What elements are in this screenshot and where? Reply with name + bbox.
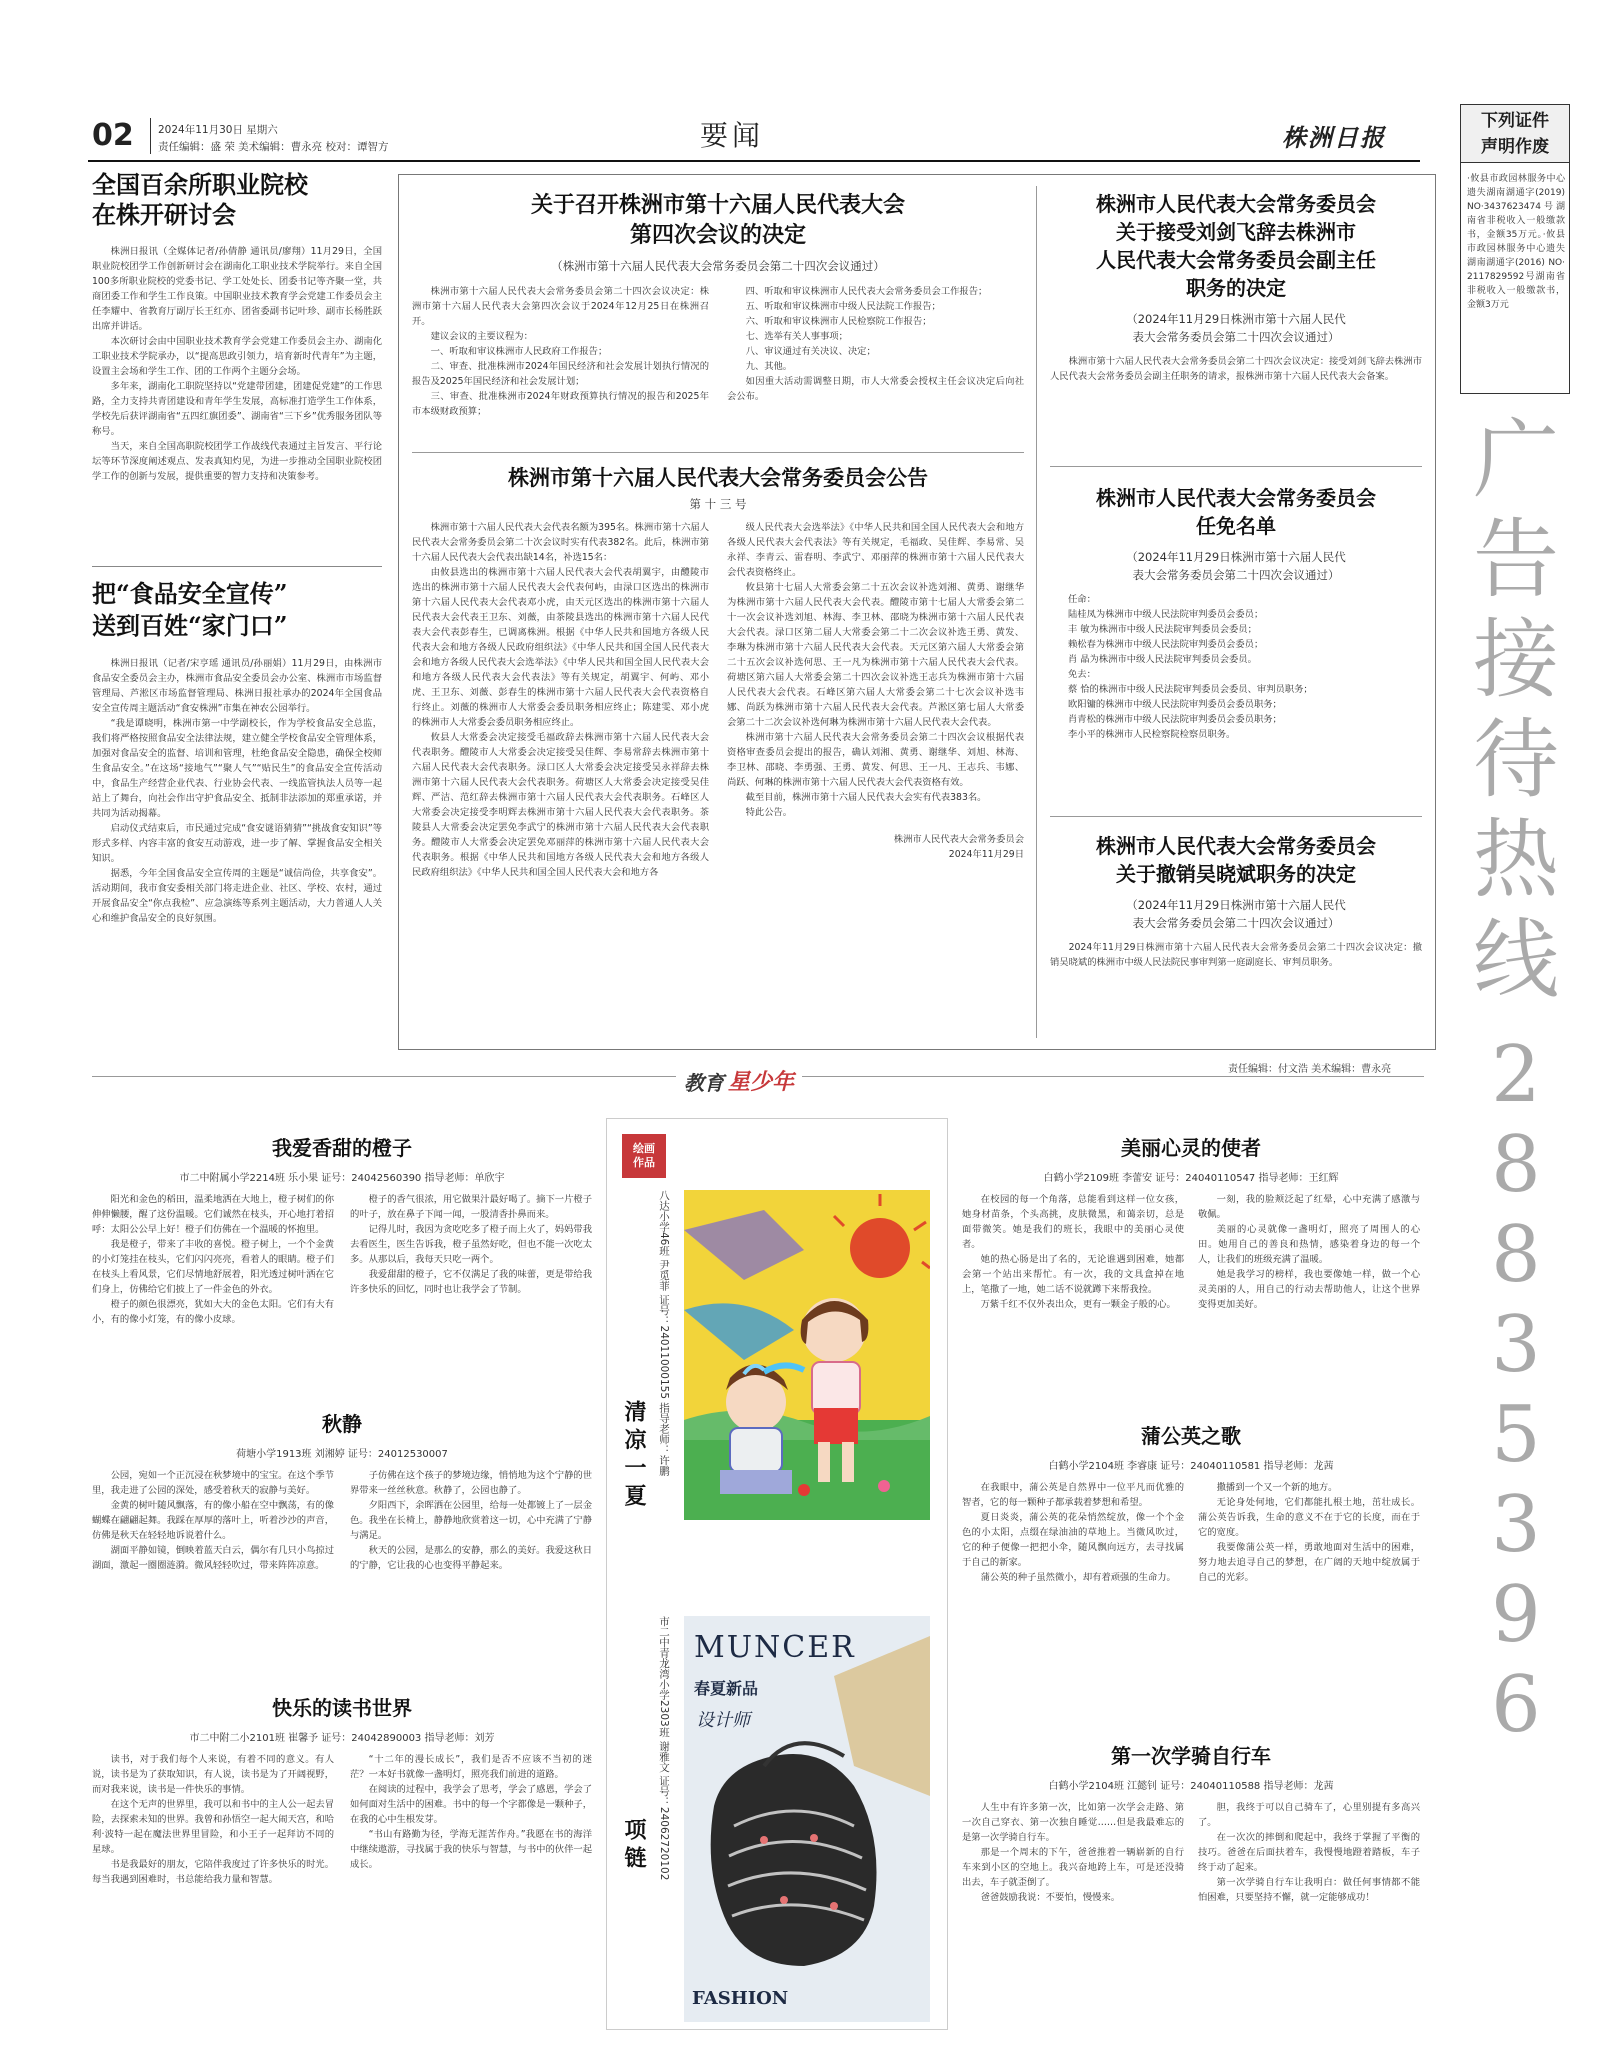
paragraph: 株洲市第十六届人民代表大会常务委员会第二十四次会议决定：株洲市第十六届人民代表大会第四次会议于2024年12月25日在株洲召开。 — [412, 286, 709, 327]
essay-dandelion — [962, 1420, 1420, 1585]
paragraph: 蒲公英的种子虽然微小，却有着顽强的生命力。 — [980, 1572, 1176, 1583]
list-item: 蔡 恰的株洲市中级人民法院审判委员会委员、审判员职务； — [1068, 684, 1313, 695]
paragraph: 撒播到一个又一个新的地方。 — [1216, 1482, 1338, 1493]
paragraph: 夕阳西下，余晖洒在公园里，给每一处都镀上了一层金色。我坐在长椅上，静静地欣赏着这一切，心中充满了宁静与满足。 — [350, 1500, 592, 1541]
paragraph: 株洲市第十六届人民代表大会代表名额为395名。株洲市第十六届人民代表大会常务委员会第二十次会议时实有代表382名。此后，株洲市第十六届人民代表大会代表出缺14名，补选15名： — [412, 522, 709, 563]
list-item: 任命： — [1068, 594, 1096, 605]
article-title-line: 株洲市人民代表大会常务委员会 — [1096, 834, 1376, 858]
list-item: 肖青松的株洲市中级人民法院审判委员会委员职务； — [1068, 714, 1282, 725]
list-item: 李小平的株洲市人民检察院检察员职务。 — [1068, 729, 1236, 740]
paragraph: 无论身处何地，它们都能扎根土地，茁壮成长。蒲公英告诉我，生命的意义不在于它的长度，而在于它的宽度。 — [1198, 1497, 1420, 1538]
paragraph: 书是我最好的朋友，它陪伴我度过了许多快乐的时光。每当我遇到困难时，书总能给我力量和智慧。 — [92, 1859, 334, 1885]
paragraph: 株洲日报讯（全媒体记者/孙倩静 通讯员/廖翔）11月29日，全国职业院校团学工作创新研讨会在湖南化工职业技术学院举行。来自全国100多所职业院校的党委书记、学工处处长、团委书记等齐聚一堂，共商团委工作和学生工作良策。中国职业技术教育学会党建工作委员会主任李耀中、省教育厅副厅长王红亦、团省委副书记叶珍、副市长杨胜跃出席并讲话。 — [92, 246, 382, 332]
painting2-byline: 市二中青龙湾小学2303班 谢雅文 证号：24062720102 — [658, 1616, 670, 1881]
header-rule — [88, 160, 1420, 162]
paragraph: 橙子的颜色很漂亮，犹如大大的金色太阳。它们有大有小，有的像小灯笼，有的像小皮球。 — [92, 1299, 334, 1325]
article-title-line: 送到百姓“家门口” — [92, 611, 288, 640]
ad-char: 接 — [1473, 610, 1559, 710]
article-subtitle: （2024年11月29日株洲市第十六届人民代 — [1126, 550, 1346, 564]
paragraph: 人生中有许多第一次，比如第一次学会走路、第一次自己穿衣、第一次独自睡觉……但是我最难忘的是第一次学骑自行车。 — [962, 1802, 1184, 1843]
paragraph: 据悉，今年全国食品安全宣传周的主题是“诚信尚俭，共享食安”。活动期间，我市食安委相关部门将走进企业、社区、学校、农村，通过开展食品安全“你点我检”、应急演练等系列主题活动，大力普通人人关心和维护食品安全的良好氛围。 — [92, 868, 382, 924]
paragraph: 三、审查、批准株洲市2024年财政预算执行情况的报告和2025年市本级财政预算； — [412, 391, 709, 417]
painting-necklace — [684, 1616, 930, 2022]
paragraph: 在阅读的过程中，我学会了思考，学会了感恩，学会了如何面对生活中的困难。书中的每一个字都像是一颗种子，在我的心中生根发芽。 — [350, 1784, 592, 1825]
article-subtitle: 表大会常务委员会第二十四次会议通过） — [1132, 916, 1340, 930]
essay-byline: 市二中附二小2101班 崔馨予 证号：24042890003 指导老师：刘芳 — [189, 1733, 495, 1744]
paragraph: 建议会议的主要议程为： — [430, 331, 533, 342]
ad-digit: 3 — [1491, 1300, 1541, 1390]
paragraph: 我是橙子，带来了丰收的喜悦。橙子树上，一个个金黄的小灯笼挂在枝头，它们闪闪亮亮，看着人的眼睛。橙子们在枝头上看风景，它们尽情地舒展着，阳光透过树叶洒在它们身上，仿佛给它们披上了一件金色的外衣。 — [92, 1239, 334, 1295]
notice-title-line2: 声明作废 — [1481, 137, 1549, 157]
announcement-13 — [412, 464, 1024, 880]
essay-messenger — [962, 1132, 1420, 1312]
paragraph: 秋天的公园，是那么的安静，那么的美好。我爱这秋日的宁静，它让我的心也变得平静起来。 — [350, 1545, 592, 1571]
painting-summer-image — [684, 1190, 930, 1520]
paragraph: 2024年11月29日株洲市第十六届人民代表大会常务委员会第二十四次会议决定：撤销吴晓斌的株洲市中级人民法院民事审判第一庭副庭长、审判员职务。 — [1050, 942, 1422, 968]
essay-oranges — [92, 1132, 592, 1327]
article-title-line: 把“食品安全宣传” — [92, 579, 288, 608]
paragraph: “我是谭晓明，株洲市第一中学副校长，作为学校食品安全总监，我们将严格按照食品安全法律法规，建立健全学校食品安全管理体系，加强对食品安全的监督、培训和管理，杜绝食品安全隐患，确保全校师生食品安全。”在这场“接地气”“聚人气”“贴民生”的食品安全宣传活动中，食品生产经营企业代表、行业协会代表、一线监管执法人员等一起站上了舞台，向社会作出守护食品安全、抵制非法添加的郑重承诺，并共同为活动揭幕。 — [92, 718, 382, 819]
article-subtitle: 表大会常务委员会第二十四次会议通过） — [1132, 568, 1340, 582]
paragraph: 那是一个周末的下午，爸爸推着一辆崭新的自行车来到小区的空地上。我兴奋地跨上车，可是还没骑出去，车子就歪倒了。 — [962, 1847, 1184, 1888]
paragraph: 本次研讨会由中国职业技术教育学会党建工作委员会主办、湖南化工职业技术学院承办，以“提高思政引领力，培育新时代青年”为主题，设置主会场和学生工作、团的工作两个主题分会场。 — [92, 336, 382, 377]
essay-byline: 白鹤小学2109班 李蕾安 证号：24040110547 指导老师：王红辉 — [1043, 1173, 1339, 1184]
article-subtitle: （2024年11月29日株洲市第十六届人民代 — [1126, 312, 1346, 326]
ad-digit: 2 — [1491, 1030, 1541, 1120]
paragraph: 八、审议通过有关决议、决定； — [745, 346, 876, 357]
paragraph: 橙子的香气很浓，用它做果汁最好喝了。摘下一片橙子的叶子，放在鼻子下闻一闻，一股清香扑鼻而来。 — [350, 1194, 592, 1220]
ad-digit: 8 — [1491, 1210, 1541, 1300]
edu-logo — [676, 1052, 802, 1096]
essay-title: 蒲公英之歌 — [1141, 1424, 1241, 1448]
painting-summer — [684, 1190, 930, 1520]
article-title-line: 全国百余所职业院校 — [92, 170, 308, 199]
painting-text: 春夏新品 — [694, 1679, 759, 1698]
signature-date: 2024年11月29日 — [948, 849, 1024, 860]
list-item: 免去： — [1068, 669, 1096, 680]
article-subtitle: （2024年11月29日株洲市第十六届人民代 — [1126, 898, 1346, 912]
paragraph: 六、听取和审议株洲市人民检察院工作报告； — [745, 316, 932, 327]
essay-byline: 白鹤小学2104班 李睿康 证号：24040110581 指导老师：龙茜 — [1048, 1461, 1334, 1472]
paragraph: 万紫千红不仅外表出众，更有一颗金子般的心。 — [980, 1299, 1176, 1310]
essay-title: 第一次学骑自行车 — [1111, 1744, 1271, 1768]
paragraph: 四、听取和审议株洲市人民代表大会常务委员会工作报告； — [745, 286, 988, 297]
paragraph: 级人民代表大会选举法》《中华人民共和国全国人民代表大会和地方各级人民代表大会代表法》等有关规定，毛福政、吴佳辉、李易常、吴永祥、李青云、雷春明、李武宁、邓丽萍的株洲市第十六届人民代表大会代表资格终止。 — [727, 522, 1024, 578]
list-item: 赖松春为株洲市中级人民法院审判委员会委员； — [1068, 639, 1264, 650]
announcement-number: 第 十 三 号 — [689, 497, 747, 511]
paragraph: 在我眼中，蒲公英是自然界中一位平凡而优雅的智者，它的每一颗种子都承载着梦想和希望。 — [962, 1482, 1184, 1508]
ad-digit: 5 — [1491, 1390, 1541, 1480]
paragraph: 一、听取和审议株洲市人民政府工作报告； — [430, 346, 608, 357]
issue-date: 2024年11月30日 星期六 — [158, 124, 278, 136]
paragraph: “书山有路勤为径，学海无涯苦作舟。”我愿在书的海洋中继续遨游，寻找属于我的快乐与智慧，与书中的伙伴一起成长。 — [350, 1829, 592, 1870]
decision-revocation — [1050, 832, 1422, 970]
paragraph: 九、其他。 — [745, 361, 793, 372]
painting-text: FASHION — [692, 1988, 789, 2009]
article-vocational — [92, 170, 382, 484]
ad-digit: 9 — [1491, 1570, 1541, 1660]
article-subtitle: （株洲市第十六届人民代表大会常务委员会第二十四次会议通过） — [551, 259, 885, 273]
paragraph: 在这个无声的世界里，我可以和书中的主人公一起去冒险，去探索未知的世界。我曾和孙悟空一起大闹天宫，和哈利·波特一起在魔法世界里冒险，和小王子一起拜访不同的星球。 — [92, 1799, 334, 1855]
paragraph: 截至目前，株洲市第十六届人民代表大会实有代表383名。 — [745, 792, 987, 803]
essay-title: 我爱香甜的橙子 — [272, 1136, 412, 1160]
ad-char: 热 — [1473, 810, 1559, 910]
essay-reading — [92, 1692, 592, 1887]
painting1-byline: 八达小学46班 尹觅菲 证号：24011000155 指导老师：许鹏 — [658, 1190, 670, 1476]
article-title-line: 关于召开株洲市第十六届人民代表大会 — [530, 192, 905, 218]
article-subtitle: 表大会常务委员会第二十四次会议通过） — [1132, 330, 1340, 344]
paragraph: 七、选举有关人事事项； — [745, 331, 848, 342]
article-title-line: 株洲市人民代表大会常务委员会 — [1096, 486, 1376, 510]
edu-logo-text: 教育 — [684, 1071, 724, 1095]
paragraph: 株洲日报讯（记者/宋亨瑶 通讯员/孙丽娟）11月29日，由株洲市食品安全委员会主办，株洲市食品安全委员会办公室、株洲市市场监督管理局、芦淞区市场监督管理局、株洲日报社承办的2024年全国食品安全宣传周主题活动“食安株洲”市集在神农公园举行。 — [92, 658, 382, 714]
signature-org: 株洲市人民代表大会常务委员会 — [893, 834, 1024, 845]
section-title: 要闻 — [700, 119, 765, 152]
essay-byline: 白鹤小学2104班 江懿钊 证号：24040110588 指导老师：龙茜 — [1048, 1781, 1334, 1792]
paragraph: 启动仪式结束后，市民通过完成“食安谜语猜猜”“挑战食安知识”等形式多样、内容丰富的食安互动游戏，进一步了解、掌握食品安全相关知识。 — [92, 823, 382, 864]
notice-title-line1: 下列证件 — [1481, 111, 1549, 131]
paragraph: 株洲市第十六届人民代表大会常务委员会第二十四次会议根据代表资格审查委员会提出的报告，确认刘湘、黄勇、谢继华、刘旭、林海、李卫林、邵晓、李勇强、王勇、黄发、何思、王一凡、王志兵、韦娜、尚跃、何琳的株洲市第十六届人民代表大会代表资格有效。 — [727, 732, 1024, 788]
editor-credits: 责任编辑：盛 荣 美术编辑：曹永亮 校对：谭智方 — [158, 141, 389, 153]
painting2-title: 项链 — [621, 1818, 647, 1874]
paragraph: 第一次学骑自行车让我明白：做任何事情都不能怕困难，只要坚持不懈，就一定能够成功！ — [1198, 1877, 1420, 1903]
paragraph: 阳光和金色的稻田，温柔地洒在大地上，橙子树们的你伸伸懒腰，醒了这份温暖。它们诚然在枝头，开心地打着招呼：太阳公公早上好！橙子们仿佛在一个温暖的怀抱里。 — [92, 1194, 334, 1235]
paragraph: 五、听取和审议株洲市中级人民法院工作报告； — [745, 301, 941, 312]
ad-digit: 8 — [1491, 1120, 1541, 1210]
appointment-list — [1050, 484, 1422, 742]
list-item: 陆桂凤为株洲市中级人民法院审判委员会委员； — [1068, 609, 1264, 620]
paragraph: 攸县人大常委会决定接受毛福政辞去株洲市第十六届人民代表大会代表职务。醴陵市人大常委会决定接受吴佳辉、李易常辞去株洲市第十六届人民代表大会代表职务。渌口区人大常委会决定接受吴永祥辞去株洲市第十六届人民代表大会代表职务。荷塘区人大常委会决定接受吴佳辉、严洁、范红辞去株洲市第十六届人民代表大会代表职务。石峰区人大常委会决定接受李明辉去株洲市第十六届人民代表大会代表职务。茶陵县人大常委会决定罢免李武宁的株洲市第十六届人民代表大会代表职务。醴陵市人大常委会决定罢免邓丽萍的株洲市第十六届人民代表大会代表职务。根据《中华人民共和国地方各级人民代表大会和地方各级人民政府组织法》《中华人民共和国全国人民代表大会和地方各 — [412, 732, 709, 878]
paragraph: 记得儿时，我因为贪吃吃多了橙子而上火了，妈妈带我去看医生，医生告诉我，橙子虽然好吃，但也不能一次吃太多。从那以后，我每天只吃一两个。 — [350, 1224, 592, 1265]
paragraph: 夏日炎炎，蒲公英的花朵悄然绽放，像一个个金色的小太阳，点缀在绿油油的草地上。当微风吹过，它的种子便像一把把小伞，随风飘向远方，去寻找属于自己的新家。 — [962, 1512, 1184, 1568]
ad-digit: 6 — [1491, 1660, 1541, 1750]
essay-bicycle — [962, 1740, 1420, 1905]
page-number: 02 — [92, 118, 134, 153]
paragraph: 特此公告。 — [745, 807, 793, 818]
article-title-line: 任免名单 — [1196, 514, 1276, 538]
masthead-logo: 株洲日报 — [1282, 123, 1386, 152]
paragraph: 如因重大活动需调整日期，市人大常委会授权主任会议决定后向社会公布。 — [727, 376, 1024, 402]
list-item: 欧阳镛的株洲市中级人民法院审判委员会委员职务； — [1068, 699, 1282, 710]
paragraph: 湖面平静如镜，倒映着蓝天白云，偶尔有几只小鸟掠过湖面，激起一圈圈涟漪。微风轻轻吹过，带来阵阵凉意。 — [92, 1545, 334, 1571]
paragraph: 金黄的树叶随风飘落，有的像小船在空中飘荡，有的像蝴蝶在翩翩起舞。我踩在厚厚的落叶上，听着沙沙的声音，仿佛是秋天在轻轻地诉说着什么。 — [92, 1500, 334, 1541]
list-item: 肖 晶为株洲市中级人民法院审判委员会委员。 — [1068, 654, 1257, 665]
painting1-title: 清凉一夏 — [621, 1400, 647, 1512]
art-tag — [622, 1134, 666, 1178]
paragraph: 多年来，湖南化工职院坚持以“党建带团建，团建促党建”的工作思路，全力支持共青团建设和青年学生发展，高标准打造学生工作体系，学校先后获评湖南省“五四红旗团委”、湖南省“三下乡”优秀服务团队等称号。 — [92, 381, 382, 437]
paragraph: 由攸县选出的株洲市第十六届人民代表大会代表胡翼宇，由醴陵市选出的株洲市第十六届人民代表大会代表何屿，由渌口区选出的株洲市第十六届人民代表大会代表邓小虎，由天元区选出的株洲市第十六届人民代表大会代表王卫东、刘薇，由茶陵县选出的株洲市第十六届人民代表大会代表彭春生，已调离株洲。根据《中华人民共和国地方各级人民代表大会和地方各级人民政府组织法》《中华人民共和国全国人民代表大会和地方各级人民代表大会选举法》《中华人民共和国全国人民代表大会和地方各级人民代表大会代表法》等有关规定，胡翼宇、何屿、邓小虎、王卫东、刘薇、彭春生的株洲市第十六届人民代表大会代表资格自行终止。刘薇的株洲市人大常委会委员职务相应终止；陈建雯、邓小虎的株洲市人大常委会委员职务相应终止。 — [412, 567, 709, 728]
paragraph: 读书，对于我们每个人来说，有着不同的意义。有人说，读书是为了获取知识，有人说，读书是为了开阔视野，而对我来说，读书是一件快乐的事情。 — [92, 1754, 334, 1795]
ad-hotline — [1462, 410, 1570, 1750]
ad-char: 广 — [1473, 410, 1559, 510]
edu-logo-accent: 星少年 — [728, 1070, 795, 1095]
paragraph: 她是我学习的榜样，我也要像她一样，做一个心灵美丽的人，用自己的行动去帮助他人，让这个世界变得更加美好。 — [1198, 1269, 1420, 1310]
article-title-line: 第四次会议的决定 — [629, 222, 806, 248]
article-title-line: 关于接受刘剑飞辞去株洲市 — [1116, 220, 1356, 244]
list-item: 丰 敏为株洲市中级人民法院审判委员会委员； — [1068, 624, 1257, 635]
ad-char: 待 — [1473, 710, 1559, 810]
paragraph: 一刻，我的脸颊泛起了红晕，心中充满了感激与敬佩。 — [1198, 1194, 1420, 1220]
article-title-line: 株洲市人民代表大会常务委员会 — [1096, 192, 1376, 216]
notice-body: ·攸县市政园林服务中心遗失湖南湖通字(2019) NO·3437623474号湖南省非税收入一般缴款书，金额35万元。·攸县市政园林服务中心遗失湖南湖通字(2016) NO·2117829592号湖南省非税收入一般缴款书，金额3万元 — [1467, 174, 1565, 310]
paragraph: 攸县第十七届人大常委会第二十五次会议补选刘湘、黄勇、谢继华为株洲市第十六届人民代表大会代表。醴陵市第十七届人大常委会第二十一次会议补选刘旭、林海、李卫林、邵晓为株洲市第十六届人民代表大会代表。渌口区第二届人大常委会第二十二次会议补选王勇、黄发、李琳为株洲市第十六届人民代表大会代表。天元区第六届人大常委会第二十五次会议补选何思、王一凡为株洲市第十六届人民代表大会代表。荷塘区第六届人大常委会第二十四次会议补选王志兵为株洲市第十六届人民代表大会代表。石峰区第六届人大常委会第二十七次会议补选韦娜、尚跃为株洲市第十六届人民代表大会代表。芦淞区第七届人大常委会第二十二次会议补选何琳为株洲市第十六届人民代表大会代表。 — [727, 582, 1024, 728]
paragraph: 在一次次的摔倒和爬起中，我终于掌握了平衡的技巧。爸爸在后面扶着车，我慢慢地蹬着踏板，车子终于动了起来。 — [1198, 1832, 1420, 1873]
article-food-safety — [92, 578, 382, 926]
edu-editors: 责任编辑：付文浩 美术编辑：曹永亮 — [1222, 1060, 1391, 1075]
paragraph: 我爱甜甜的橙子，它不仅满足了我的味蕾，更是带给我许多快乐的回忆，同时也让我学会了节制。 — [350, 1269, 592, 1295]
painting-text: MUNCER — [694, 1630, 856, 1665]
essay-autumn — [92, 1408, 592, 1573]
essay-byline: 市二中附属小学2214班 乐小果 证号：24042560390 指导老师：单欣宇 — [179, 1173, 505, 1184]
essay-title: 美丽心灵的使者 — [1121, 1136, 1261, 1160]
paragraph: 她的热心肠是出了名的，无论谁遇到困难，她都会第一个站出来帮忙。有一次，我的文具盒掉在地上，笔撒了一地，她二话不说就蹲下来帮我捡。 — [962, 1254, 1184, 1295]
paragraph: 当天，来自全国高职院校团学工作战线代表通过主旨发言、平行论坛等环节深度阐述观点、发表真知灼见，为进一步推动全国职业院校团学工作的创新与发展，提供重要的智力支持和决策参考。 — [92, 441, 382, 482]
art-tag-label: 绘画作品 — [633, 1142, 655, 1169]
article-title-line: 关于撤销吴晓斌职务的决定 — [1116, 862, 1356, 886]
paragraph: 胆，我终于可以自己骑车了，心里别提有多高兴了。 — [1198, 1802, 1420, 1828]
painting-text: 设计师 — [696, 1710, 750, 1731]
essay-title: 快乐的读书世界 — [272, 1696, 412, 1720]
decision-resignation — [1050, 190, 1422, 384]
paragraph: 株洲市第十六届人民代表大会常务委员会第二十四次会议决定：接受刘剑飞辞去株洲市人民代表大会常务委员会副主任职务的请求，报株洲市第十六届人民代表大会备案。 — [1050, 356, 1422, 382]
article-title-line: 人民代表大会常务委员会副主任 — [1096, 248, 1376, 272]
ad-char: 线 — [1473, 910, 1559, 1010]
paragraph: 子仿佛在这个孩子的梦境边缘，悄悄地为这个宁静的世界带来一丝丝秋意。秋静了，公园也静了。 — [350, 1470, 592, 1496]
paragraph: 爸爸鼓励我说：不要怕，慢慢来。 — [980, 1892, 1121, 1903]
paragraph: 公园，宛如一个正沉浸在秋梦境中的宝宝。在这个季节里，我走进了公园的深处，感受着秋天的寂静与美好。 — [92, 1470, 334, 1496]
paragraph: 在校园的每一个角落，总能看到这样一位女孩，她身材苗条，个头高挑，皮肤微黑，和蔼亲切，总是面带微笑。她是我们的班长，我眼中的美丽心灵使者。 — [962, 1194, 1184, 1250]
paragraph: “十二年的漫长成长”，我们是否不应该不当初的迷茫？一本好书就像一盏明灯，照亮我们前进的道路。 — [350, 1754, 592, 1780]
ad-char: 告 — [1473, 510, 1559, 610]
notice-title — [1461, 105, 1569, 163]
decision-convene — [412, 190, 1024, 419]
article-title-line: 在株开研讨会 — [92, 200, 236, 229]
article-title: 株洲市第十六届人民代表大会常务委员会公告 — [508, 465, 928, 490]
essay-byline: 荷塘小学1913班 刘湘婷 证号：24012530007 — [236, 1449, 448, 1460]
paragraph: 二、审查、批准株洲市2024年国民经济和社会发展计划执行情况的报告及2025年国民经济和社会发展计划； — [412, 361, 709, 387]
ad-digit: 3 — [1491, 1480, 1541, 1570]
paragraph: 美丽的心灵就像一盏明灯，照亮了周围人的心田。她用自己的善良和热情，感染着身边的每一个人，让我们的班级充满了温暖。 — [1198, 1224, 1420, 1265]
essay-title: 秋静 — [322, 1412, 362, 1436]
paragraph: 我要像蒲公英一样，勇敢地面对生活中的困难，努力地去追寻自己的梦想，在广阔的天地中绽放属于自己的光彩。 — [1198, 1542, 1420, 1583]
article-title-line: 职务的决定 — [1186, 276, 1286, 300]
